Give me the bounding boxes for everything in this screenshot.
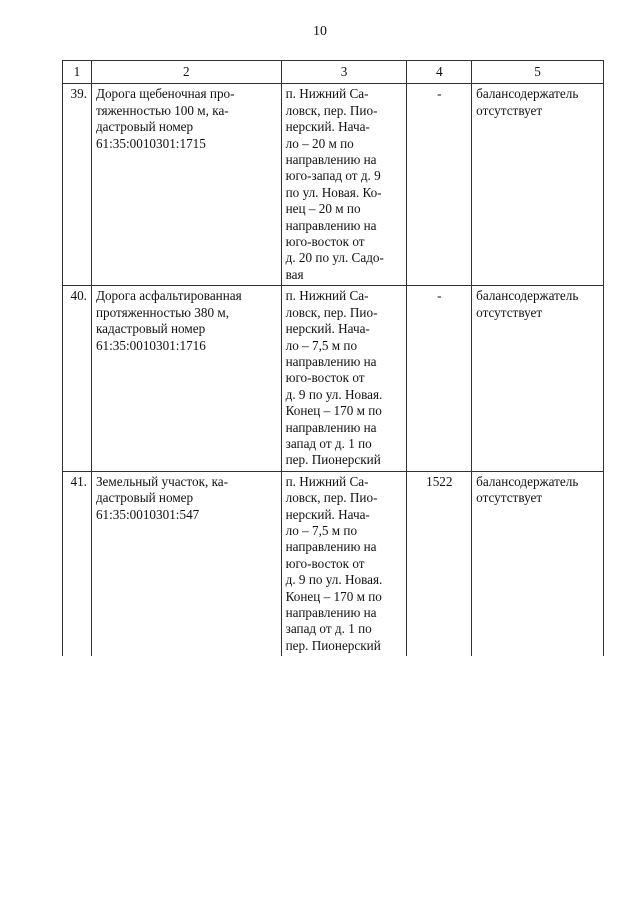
text-line: балансодержатель	[476, 288, 579, 304]
area-cell: -	[407, 286, 472, 471]
text-line: Конец – 170 м по	[285, 588, 382, 604]
row-number: 40.	[63, 286, 92, 471]
text-line: п. Нижний Са-	[285, 473, 369, 489]
text-line: тяженностью 100 м, ка-	[95, 102, 229, 118]
text-line: ловск, пер. Пио-	[285, 304, 378, 320]
text-line: п. Нижний Са-	[285, 86, 369, 102]
text-line: д. 20 по ул. Садо-	[285, 250, 384, 266]
table-row	[63, 471, 604, 656]
text-line: ловск, пер. Пио-	[285, 102, 378, 118]
text-line: направлению на	[285, 539, 377, 555]
text-line: ло – 7,5 м по	[285, 522, 358, 538]
text-line: Дорога щебеночная про-	[95, 86, 235, 102]
text-line: дастровый номер	[95, 119, 194, 135]
text-line: ловск, пер. Пио-	[285, 490, 378, 506]
property-register-table	[62, 60, 604, 656]
object-name-cell	[91, 286, 281, 471]
row-number: 41.	[63, 471, 92, 656]
text-line: запад от д. 1 по	[285, 621, 372, 637]
text-line: пер. Пионерский	[285, 637, 381, 653]
text-line: запад от д. 1 по	[285, 435, 372, 451]
text-line: нерский. Нача-	[285, 321, 370, 337]
location-cell	[281, 84, 407, 286]
text-line: дастровый номер	[95, 490, 194, 506]
area-cell: 1522	[407, 471, 472, 656]
text-line: п. Нижний Са-	[285, 288, 369, 304]
column-header-3: 3	[281, 61, 407, 84]
text-line: Дорога асфальтированная	[95, 288, 242, 304]
object-name-cell	[91, 84, 281, 286]
holder-cell	[472, 84, 604, 286]
table-row	[63, 286, 604, 471]
text-line: пер. Пионерский	[285, 452, 381, 468]
text-line: д. 9 по ул. Новая.	[285, 572, 383, 588]
table-row	[63, 84, 604, 286]
text-line: направлению на	[285, 152, 377, 168]
row-number: 39.	[63, 84, 92, 286]
holder-cell	[472, 471, 604, 656]
column-header-2: 2	[91, 61, 281, 84]
text-line: 61:35:0010301:1715	[95, 135, 206, 151]
text-line: Земельный участок, ка-	[95, 473, 229, 489]
text-line: ло – 7,5 м по	[285, 337, 358, 353]
text-line: направлению на	[285, 419, 377, 435]
location-cell	[281, 471, 407, 656]
column-header-4: 4	[407, 61, 472, 84]
location-cell	[281, 286, 407, 471]
text-line: вая	[285, 266, 304, 282]
text-line: нерский. Нача-	[285, 506, 370, 522]
text-line: д. 9 по ул. Новая.	[285, 386, 383, 402]
text-line: юго-запад от д. 9	[285, 168, 381, 184]
holder-cell	[472, 286, 604, 471]
column-header-1: 1	[63, 61, 92, 84]
text-line: юго-восток от	[285, 555, 365, 571]
text-line: отсутствует	[476, 102, 543, 118]
text-line: направлению на	[285, 353, 377, 369]
area-cell: -	[407, 84, 472, 286]
text-line: протяженностью 380 м,	[95, 304, 230, 320]
text-line: ло – 20 м по	[285, 135, 354, 151]
text-line: балансодержатель	[476, 473, 579, 489]
page-number: 10	[313, 24, 327, 39]
table-header-row	[63, 61, 604, 84]
text-line: юго-восток от	[285, 370, 365, 386]
text-line: юго-восток от	[285, 234, 365, 250]
text-line: направлению на	[285, 217, 377, 233]
text-line: кадастровый номер	[95, 321, 206, 337]
text-line: 61:35:0010301:547	[95, 506, 200, 522]
text-line: отсутствует	[476, 304, 543, 320]
text-line: отсутствует	[476, 490, 543, 506]
text-line: направлению на	[285, 605, 377, 620]
column-header-5: 5	[472, 61, 604, 84]
text-line: 61:35:0010301:1716	[95, 337, 206, 353]
text-line: нец – 20 м по	[285, 201, 361, 217]
object-name-cell	[91, 471, 281, 656]
text-line: по ул. Новая. Ко-	[285, 184, 382, 200]
text-line: балансодержатель	[476, 86, 579, 102]
text-line: нерский. Нача-	[285, 119, 370, 135]
text-line: Конец – 170 м по	[285, 403, 382, 419]
